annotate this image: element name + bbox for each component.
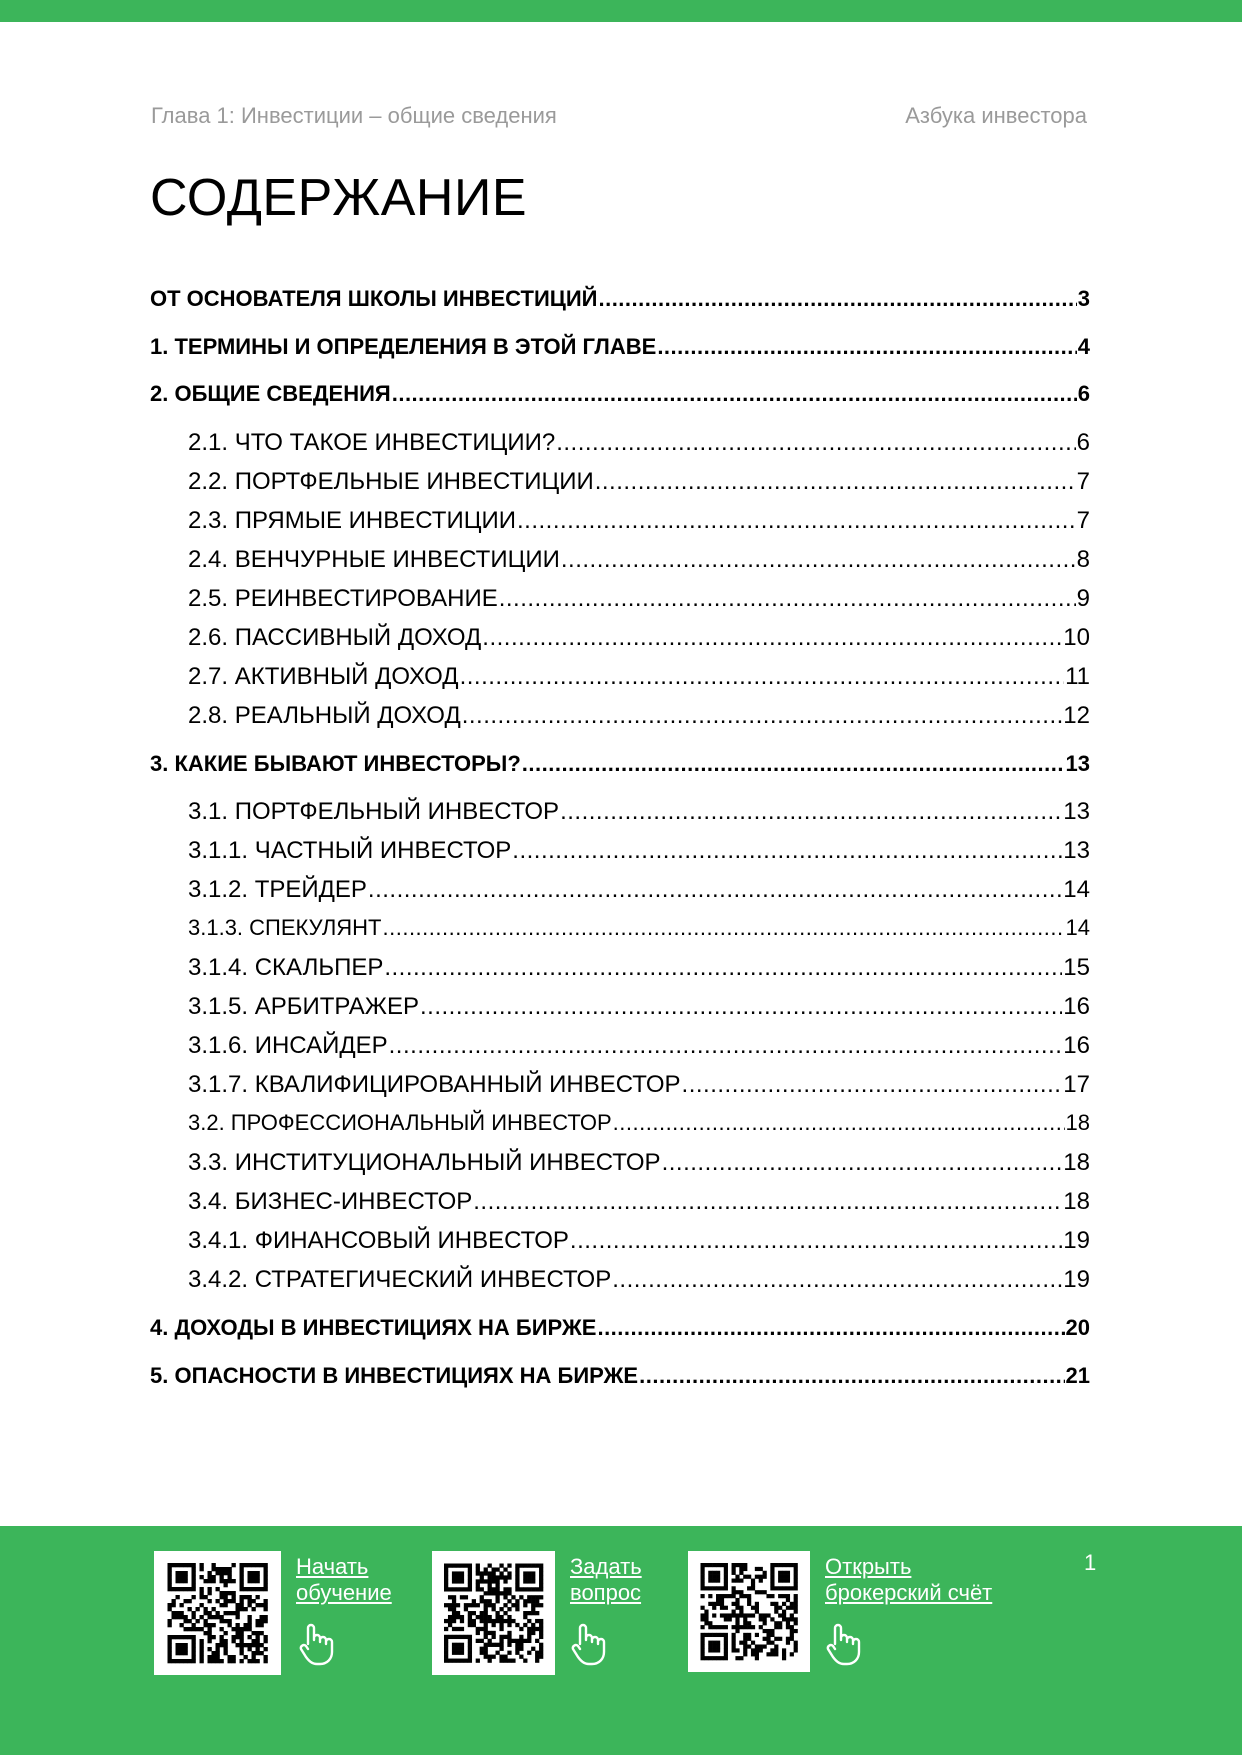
toc-entry-label: 2.5. РЕИНВЕСТИРОВАНИЕ [188, 584, 498, 612]
toc-entry-label: 2.2. ПОРТФЕЛЬНЫЕ ИНВЕСТИЦИИ [188, 467, 594, 495]
toc-entry[interactable] [150, 1266, 1090, 1305]
toc-leader-dots [657, 334, 1076, 360]
toc-leader-dots [482, 624, 1062, 652]
toc-entry[interactable] [150, 1110, 1090, 1149]
toc-leader-dots [392, 381, 1077, 407]
toc-leader-dots [560, 798, 1062, 826]
toc-entry[interactable] [150, 1188, 1090, 1227]
running-header-chapter: Глава 1: Инвестиции – общие сведения [151, 103, 557, 128]
pointing-hand-icon[interactable] [298, 1622, 336, 1666]
toc-leader-dots [420, 993, 1062, 1021]
qr-code-icon [432, 1551, 555, 1675]
toc-entry[interactable] [150, 1227, 1090, 1266]
qr-code-open-account[interactable] [688, 1551, 810, 1672]
toc-entry-page: 19 [1063, 1266, 1090, 1293]
page-title: СОДЕРЖАНИЕ [150, 169, 528, 227]
open-brokerage-account-link[interactable] [825, 1554, 992, 1606]
link-line1: Начать [296, 1554, 369, 1579]
toc-entry-label: 2.6. ПАССИВНЫЙ ДОХОД [188, 623, 482, 651]
toc-entry-page: 16 [1063, 993, 1090, 1020]
toc-leader-dots [561, 546, 1076, 574]
toc-leader-dots [383, 915, 1065, 941]
toc-entry-page: 15 [1063, 954, 1090, 981]
toc-entry-page: 7 [1076, 506, 1090, 534]
toc-entry-label: 3.1.2. ТРЕЙДЕР [188, 876, 367, 903]
toc-entry-page: 14 [1065, 915, 1090, 940]
toc-entry-page: 20 [1065, 1315, 1090, 1340]
toc-entry-label: 2. ОБЩИЕ СВЕДЕНИЯ [150, 381, 391, 406]
toc-entry[interactable] [150, 876, 1090, 915]
toc-entry-page: 6 [1077, 381, 1090, 406]
toc-leader-dots [522, 751, 1065, 777]
toc-leader-dots [556, 429, 1075, 457]
toc-leader-dots [384, 954, 1062, 982]
toc-entry-page: 19 [1063, 1227, 1090, 1254]
toc-entry-page: 4 [1077, 333, 1090, 359]
toc-entry[interactable] [150, 1315, 1090, 1363]
link-line2: обучение [296, 1580, 392, 1605]
toc-leader-dots [368, 876, 1062, 904]
toc-entry-page: 12 [1063, 701, 1090, 729]
toc-entry-page: 18 [1065, 1110, 1090, 1135]
toc-entry[interactable] [150, 1071, 1090, 1110]
toc-entry-label: 3.4.2. СТРАТЕГИЧЕСКИЙ ИНВЕСТОР [188, 1266, 612, 1293]
toc-entry-page: 21 [1065, 1362, 1090, 1388]
toc-entry[interactable] [150, 798, 1090, 837]
toc-entry[interactable] [150, 663, 1090, 702]
toc-entry-label: 3.1.5. АРБИТРАЖЕР [188, 993, 419, 1020]
toc-entry[interactable] [150, 1149, 1090, 1188]
toc-entry-label: ОТ ОСНОВАТЕЛЯ ШКОЛЫ ИНВЕСТИЦИЙ [150, 286, 598, 311]
ask-question-link[interactable] [570, 1554, 642, 1606]
toc-entry-page: 11 [1065, 662, 1090, 690]
toc-entry[interactable] [150, 381, 1090, 429]
qr-code-icon [688, 1551, 810, 1672]
toc-leader-dots [517, 507, 1076, 535]
link-line1: Открыть [825, 1554, 912, 1579]
toc-entry-page: 7 [1076, 467, 1090, 495]
footer-bar [0, 1526, 1242, 1755]
toc-entry[interactable] [150, 429, 1090, 468]
toc-entry-label: 3.3. ИНСТИТУЦИОНАЛЬНЫЙ ИНВЕСТОР [188, 1149, 661, 1176]
toc-entry-page: 8 [1076, 545, 1090, 573]
toc-leader-dots [639, 1363, 1064, 1389]
toc-entry-label: 2.4. ВЕНЧУРНЫЕ ИНВЕСТИЦИИ [188, 545, 560, 573]
table-of-contents [150, 286, 1090, 1410]
toc-entry-page: 13 [1065, 750, 1090, 776]
toc-entry-label: 2.3. ПРЯМЫЕ ИНВЕСТИЦИИ [188, 506, 516, 534]
toc-entry-page: 17 [1063, 1071, 1090, 1098]
start-learning-link[interactable] [296, 1554, 392, 1606]
toc-entry[interactable] [150, 286, 1090, 334]
link-line1: Задать [570, 1554, 642, 1579]
toc-entry-page: 10 [1063, 623, 1090, 651]
toc-entry-label: 3.4. БИЗНЕС-ИНВЕСТОР [188, 1188, 473, 1215]
top-accent-bar [0, 0, 1242, 22]
toc-leader-dots [462, 702, 1063, 730]
toc-leader-dots [612, 1266, 1062, 1294]
toc-entry-label: 2.8. РЕАЛЬНЫЙ ДОХОД [188, 701, 461, 729]
toc-entry-page: 16 [1063, 1032, 1090, 1059]
toc-leader-dots [597, 1315, 1064, 1341]
toc-entry[interactable] [150, 1363, 1090, 1411]
toc-entry-label: 2.1. ЧТО ТАКОЕ ИНВЕСТИЦИИ? [188, 428, 556, 456]
toc-entry[interactable] [150, 1032, 1090, 1071]
toc-leader-dots [595, 468, 1076, 496]
pointing-hand-icon[interactable] [570, 1622, 608, 1666]
toc-entry[interactable] [150, 837, 1090, 876]
toc-leader-dots [598, 286, 1076, 312]
toc-leader-dots [512, 837, 1062, 865]
toc-entry-page: 18 [1063, 1188, 1090, 1215]
toc-entry-page: 3 [1077, 286, 1090, 311]
toc-entry-page: 13 [1063, 798, 1090, 825]
toc-entry[interactable] [150, 334, 1090, 382]
toc-leader-dots [389, 1032, 1063, 1060]
pointing-hand-icon[interactable] [825, 1622, 863, 1666]
toc-leader-dots [460, 663, 1065, 691]
toc-entry-label: 3.1.3. СПЕКУЛЯНТ [188, 915, 382, 940]
qr-code-ask-question[interactable] [432, 1551, 555, 1675]
toc-entry-label: 5. ОПАСНОСТИ В ИНВЕСТИЦИЯХ НА БИРЖЕ [150, 1362, 639, 1388]
toc-leader-dots [682, 1071, 1063, 1099]
toc-entry[interactable] [150, 954, 1090, 993]
toc-entry-label: 1. ТЕРМИНЫ И ОПРЕДЕЛЕНИЯ В ЭТОЙ ГЛАВЕ [150, 333, 657, 359]
toc-entry-label: 3. КАКИЕ БЫВАЮТ ИНВЕСТОРЫ? [150, 750, 521, 776]
toc-entry-label: 3.1.1. ЧАСТНЫЙ ИНВЕСТОР [188, 837, 512, 864]
toc-entry[interactable] [150, 702, 1090, 741]
toc-entry-label: 4. ДОХОДЫ В ИНВЕСТИЦИЯХ НА БИРЖЕ [150, 1315, 597, 1340]
toc-entry-label: 3.4.1. ФИНАНСОВЫЙ ИНВЕСТОР [188, 1227, 569, 1254]
toc-leader-dots [499, 585, 1076, 613]
toc-entry-label: 3.1.6. ИНСАЙДЕР [188, 1032, 388, 1059]
toc-entry-page: 18 [1063, 1149, 1090, 1176]
toc-leader-dots [613, 1110, 1065, 1136]
toc-entry[interactable] [150, 624, 1090, 663]
toc-entry[interactable] [150, 585, 1090, 624]
toc-leader-dots [473, 1188, 1062, 1216]
toc-entry-label: 3.1. ПОРТФЕЛЬНЫЙ ИНВЕСТОР [188, 798, 560, 825]
qr-code-icon [154, 1551, 281, 1675]
link-line2: вопрос [570, 1580, 642, 1605]
toc-entry[interactable] [150, 751, 1090, 799]
toc-entry-label: 3.2. ПРОФЕССИОНАЛЬНЫЙ ИНВЕСТОР [188, 1110, 612, 1135]
qr-code-start-learning[interactable] [154, 1551, 281, 1675]
toc-entry-page: 6 [1076, 428, 1090, 456]
link-line2: брокерский счёт [825, 1580, 993, 1605]
toc-entry[interactable] [150, 507, 1090, 546]
page-number: 1 [1084, 1550, 1097, 1575]
toc-entry[interactable] [150, 468, 1090, 507]
toc-entry-page: 13 [1063, 837, 1090, 864]
toc-entry[interactable] [150, 546, 1090, 585]
toc-entry[interactable] [150, 915, 1090, 954]
toc-entry-page: 9 [1076, 584, 1090, 612]
toc-leader-dots [570, 1227, 1062, 1255]
toc-leader-dots [662, 1149, 1063, 1177]
toc-entry-label: 3.1.4. СКАЛЬПЕР [188, 954, 384, 981]
running-header-book: Азбука инвестора [905, 103, 1087, 128]
toc-entry-label: 2.7. АКТИВНЫЙ ДОХОД [188, 662, 459, 690]
toc-entry-page: 14 [1063, 876, 1090, 903]
toc-entry-label: 3.1.7. КВАЛИФИЦИРОВАННЫЙ ИНВЕСТОР [188, 1071, 681, 1098]
toc-entry[interactable] [150, 993, 1090, 1032]
